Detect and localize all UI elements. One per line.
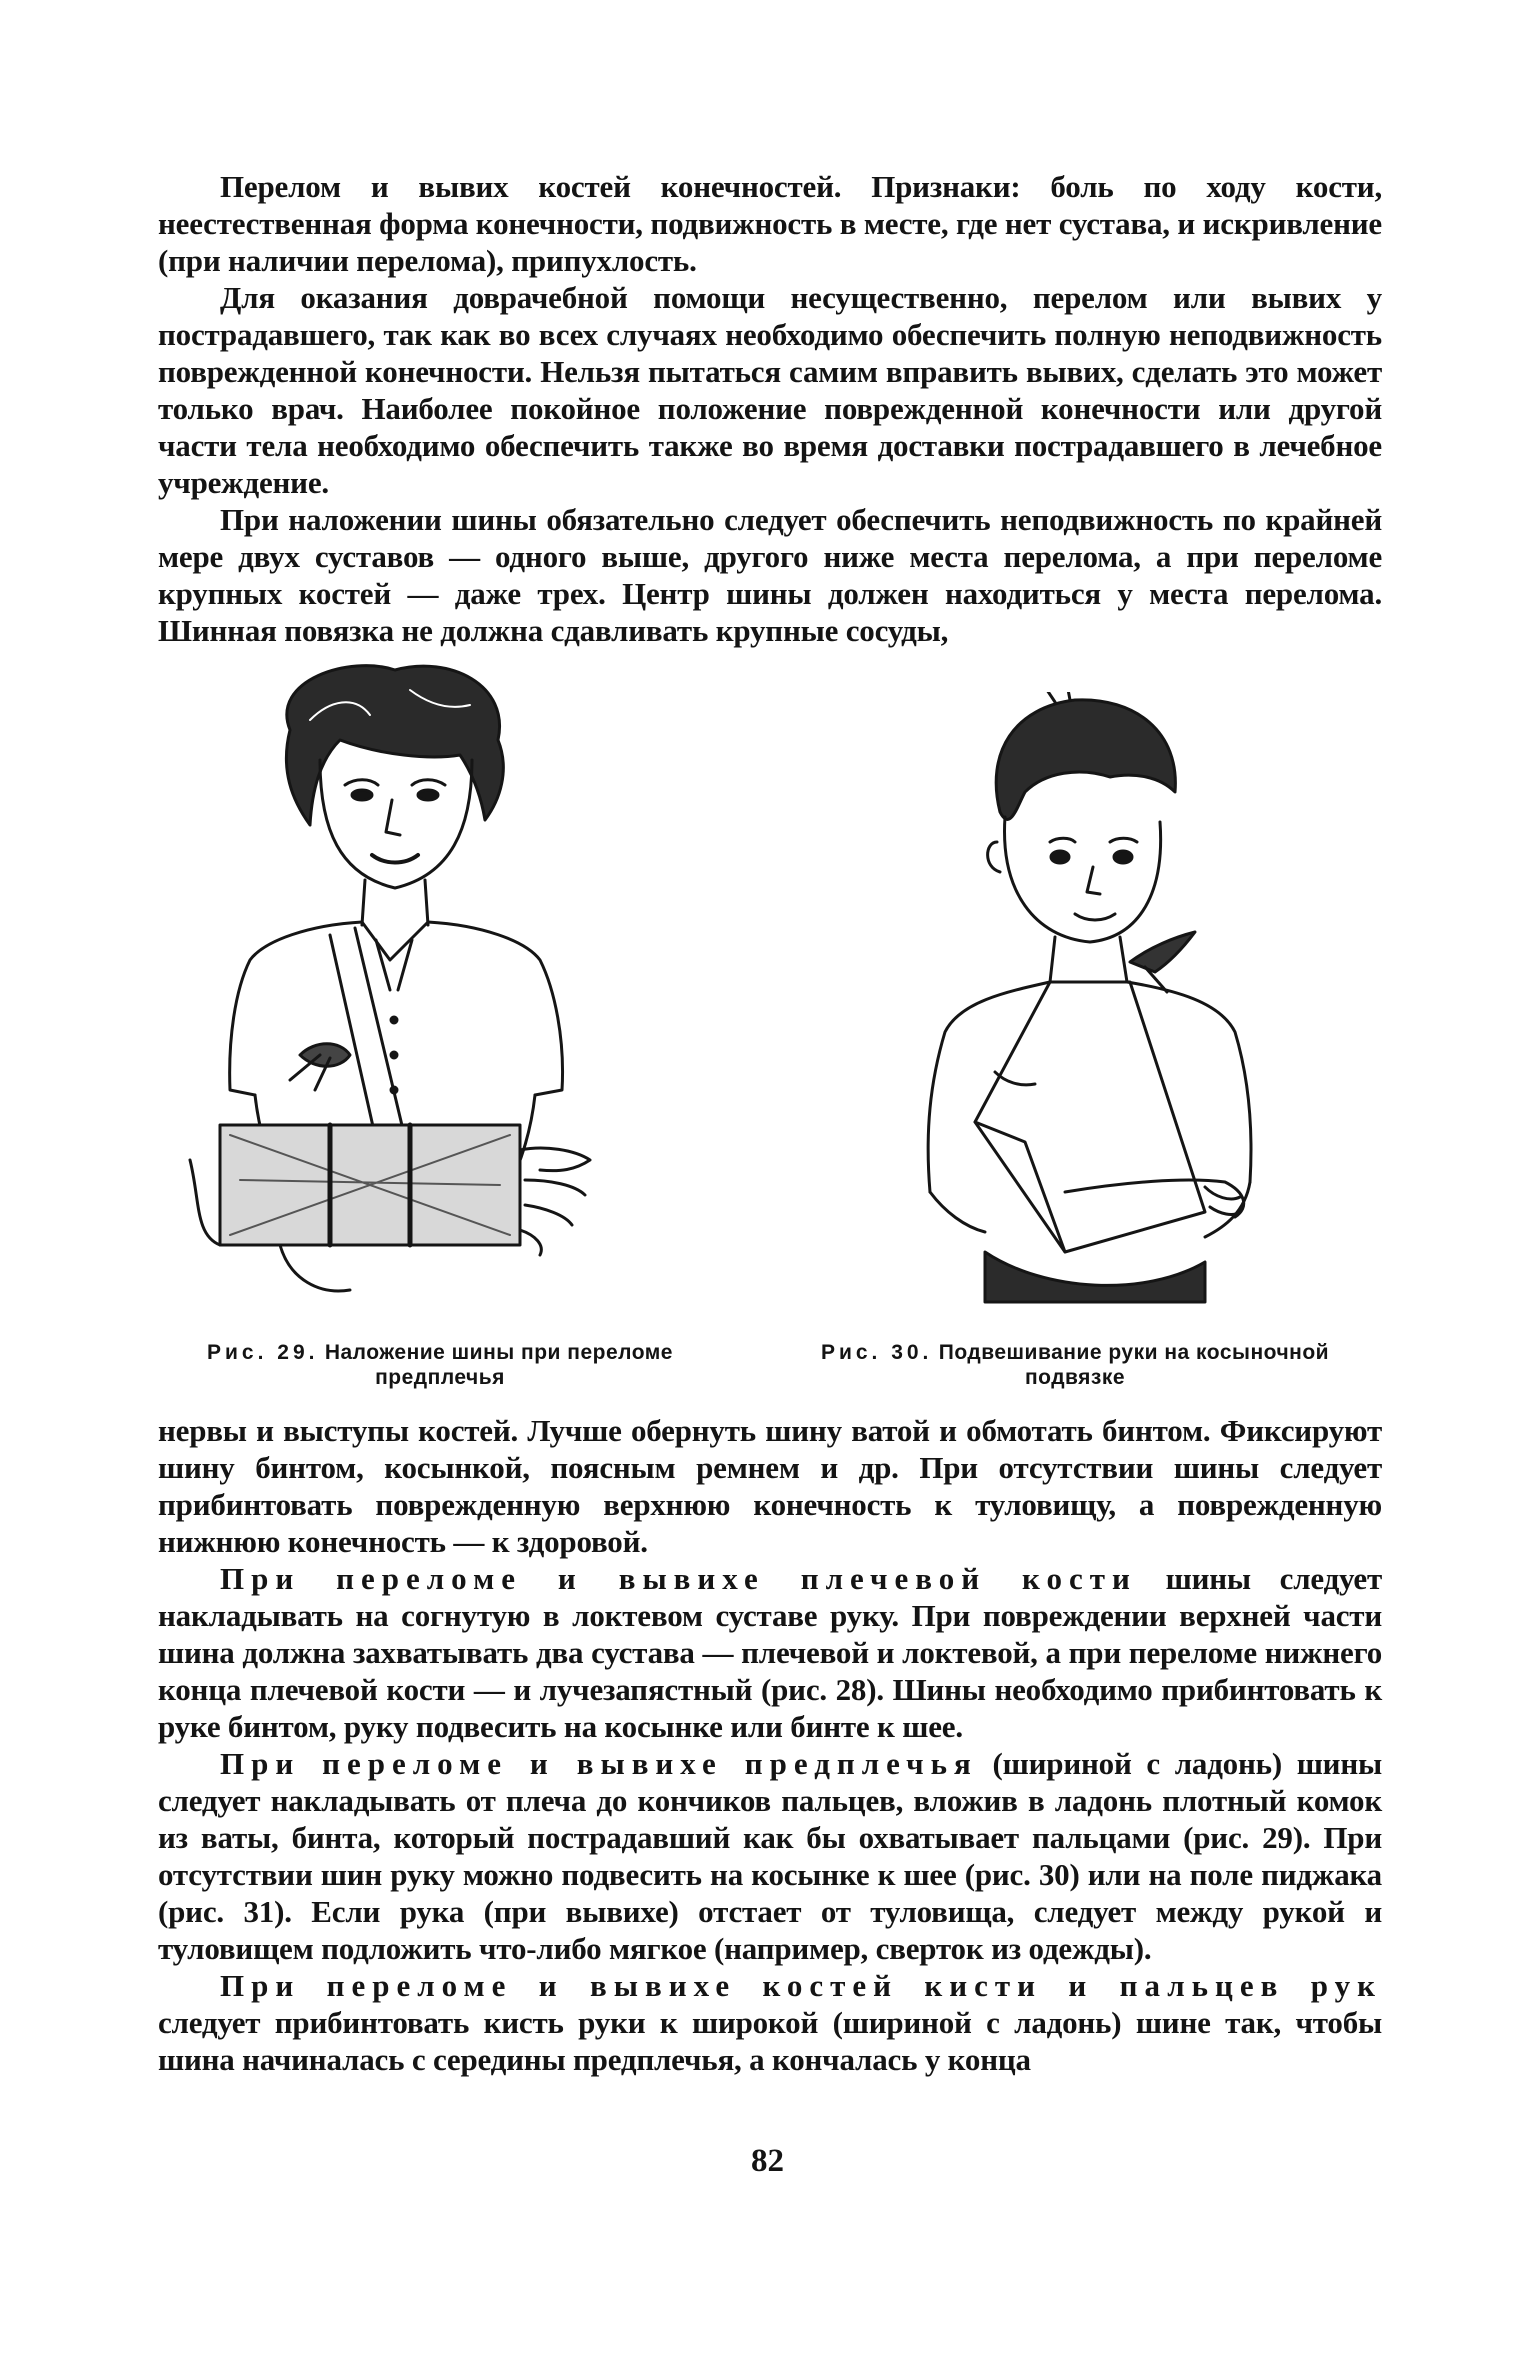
figure-29-number: Рис. 29. (207, 1341, 319, 1364)
emphasis-heading: При переломе и вывихе костей кисти и пальцев рук (220, 1968, 1382, 2003)
paragraph-fracture-signs (158, 168, 1382, 279)
section-heading: Перелом и вывих костей конечностей. (220, 169, 842, 204)
bottom-text-block (158, 1412, 1382, 2078)
paragraph-first-aid: Для оказания доврачебной помощи несущественно, перелом или вывих у пострадавшего, так как во всех случаях необходимо обеспечить полную неподвижность поврежденной конечности. Нельзя пытаться самим вправить вывих, сделать это может только врач. Наиболее покойное положение поврежденной конечности или другой части тела необходимо обеспечить также во время доставки пострадавшего в лечебное учреждение. (158, 280, 1382, 500)
paragraph-humerus (158, 1560, 1382, 1745)
emphasis-heading: При переломе и вывихе плечевой кости (220, 1561, 1137, 1596)
figure-30-illustration (905, 692, 1280, 1312)
top-text-block (158, 168, 1382, 649)
figure-30-number: Рис. 30. (820, 1341, 933, 1364)
figure-29-illustration (180, 660, 610, 1300)
figure-29-caption (160, 1340, 720, 1390)
paragraph-forearm (158, 1745, 1382, 1967)
paragraph-text: Признаки: боль по ходу кости, неестественная форма конечности, подвижность в месте, где нет сустава, и искривление (при наличии перелома), припухлость. (158, 169, 1382, 278)
paragraph-text: (шириной с ладонь) шины следует накладывать от плеча до кончиков пальцев, вложив в ладонь плотный комок из ваты, бинта, который пострадавший как бы охватывает пальцами (рис. 29). При отсутствии шин руку можно подвесить на косынке к шее (рис. 30) или на поле пиджака (рис. 31). Если рука (при вывихе) отстает от туловища, следует между рукой и туловищем подложить что-либо мягкое (например, сверток из одежды). (158, 1746, 1383, 1966)
paragraph-text: следует прибинтовать кисть руки к широкой (шириной с ладонь) шине так, чтобы шина начиналась с середины предплечья, а кончалась у конца (158, 2005, 1382, 2077)
paragraph-text: шины следует накладывать на согнутую в локтевом суставе руку. При повреждении верхней части шина должна захватывать два сустава — плечевой и локтевой, а при переломе нижнего конца плечевой кости — и лучезапястный (рис. 28). Шины необходимо прибинтовать к руке бинтом, руку подвесить на косынке или бинте к шее. (158, 1561, 1382, 1744)
page-number: 82 (751, 2143, 784, 2179)
paragraph-splint-rules: При наложении шины обязательно следует обеспечить неподвижность по крайней мере двух суставов — одного выше, другого ниже места перелома, а при переломе крупных костей — даже трех. Центр шины должен находиться у места перелома. Шинная повязка не должна сдавливать крупные сосуды, (158, 502, 1382, 648)
figure-30-caption-text: Подвешивание руки на косыночной подвязке (938, 1341, 1330, 1389)
paragraph-continuation: нервы и выступы костей. Лучше обернуть шину ватой и обмотать бинтом. Фиксируют шину бинтом, косынкой, поясным ремнем и др. При отсутствии шины следует прибинтовать поврежденную верхнюю конечность к туловищу, а поврежденную нижнюю конечность — к здоровой. (158, 1413, 1382, 1559)
paragraph-hand (158, 1967, 1382, 2078)
emphasis-heading: При переломе и вывихе предплечья (220, 1746, 978, 1781)
figure-29-caption-text: Наложение шины при переломе предплечья (324, 1341, 673, 1389)
figure-30-caption (795, 1340, 1355, 1390)
